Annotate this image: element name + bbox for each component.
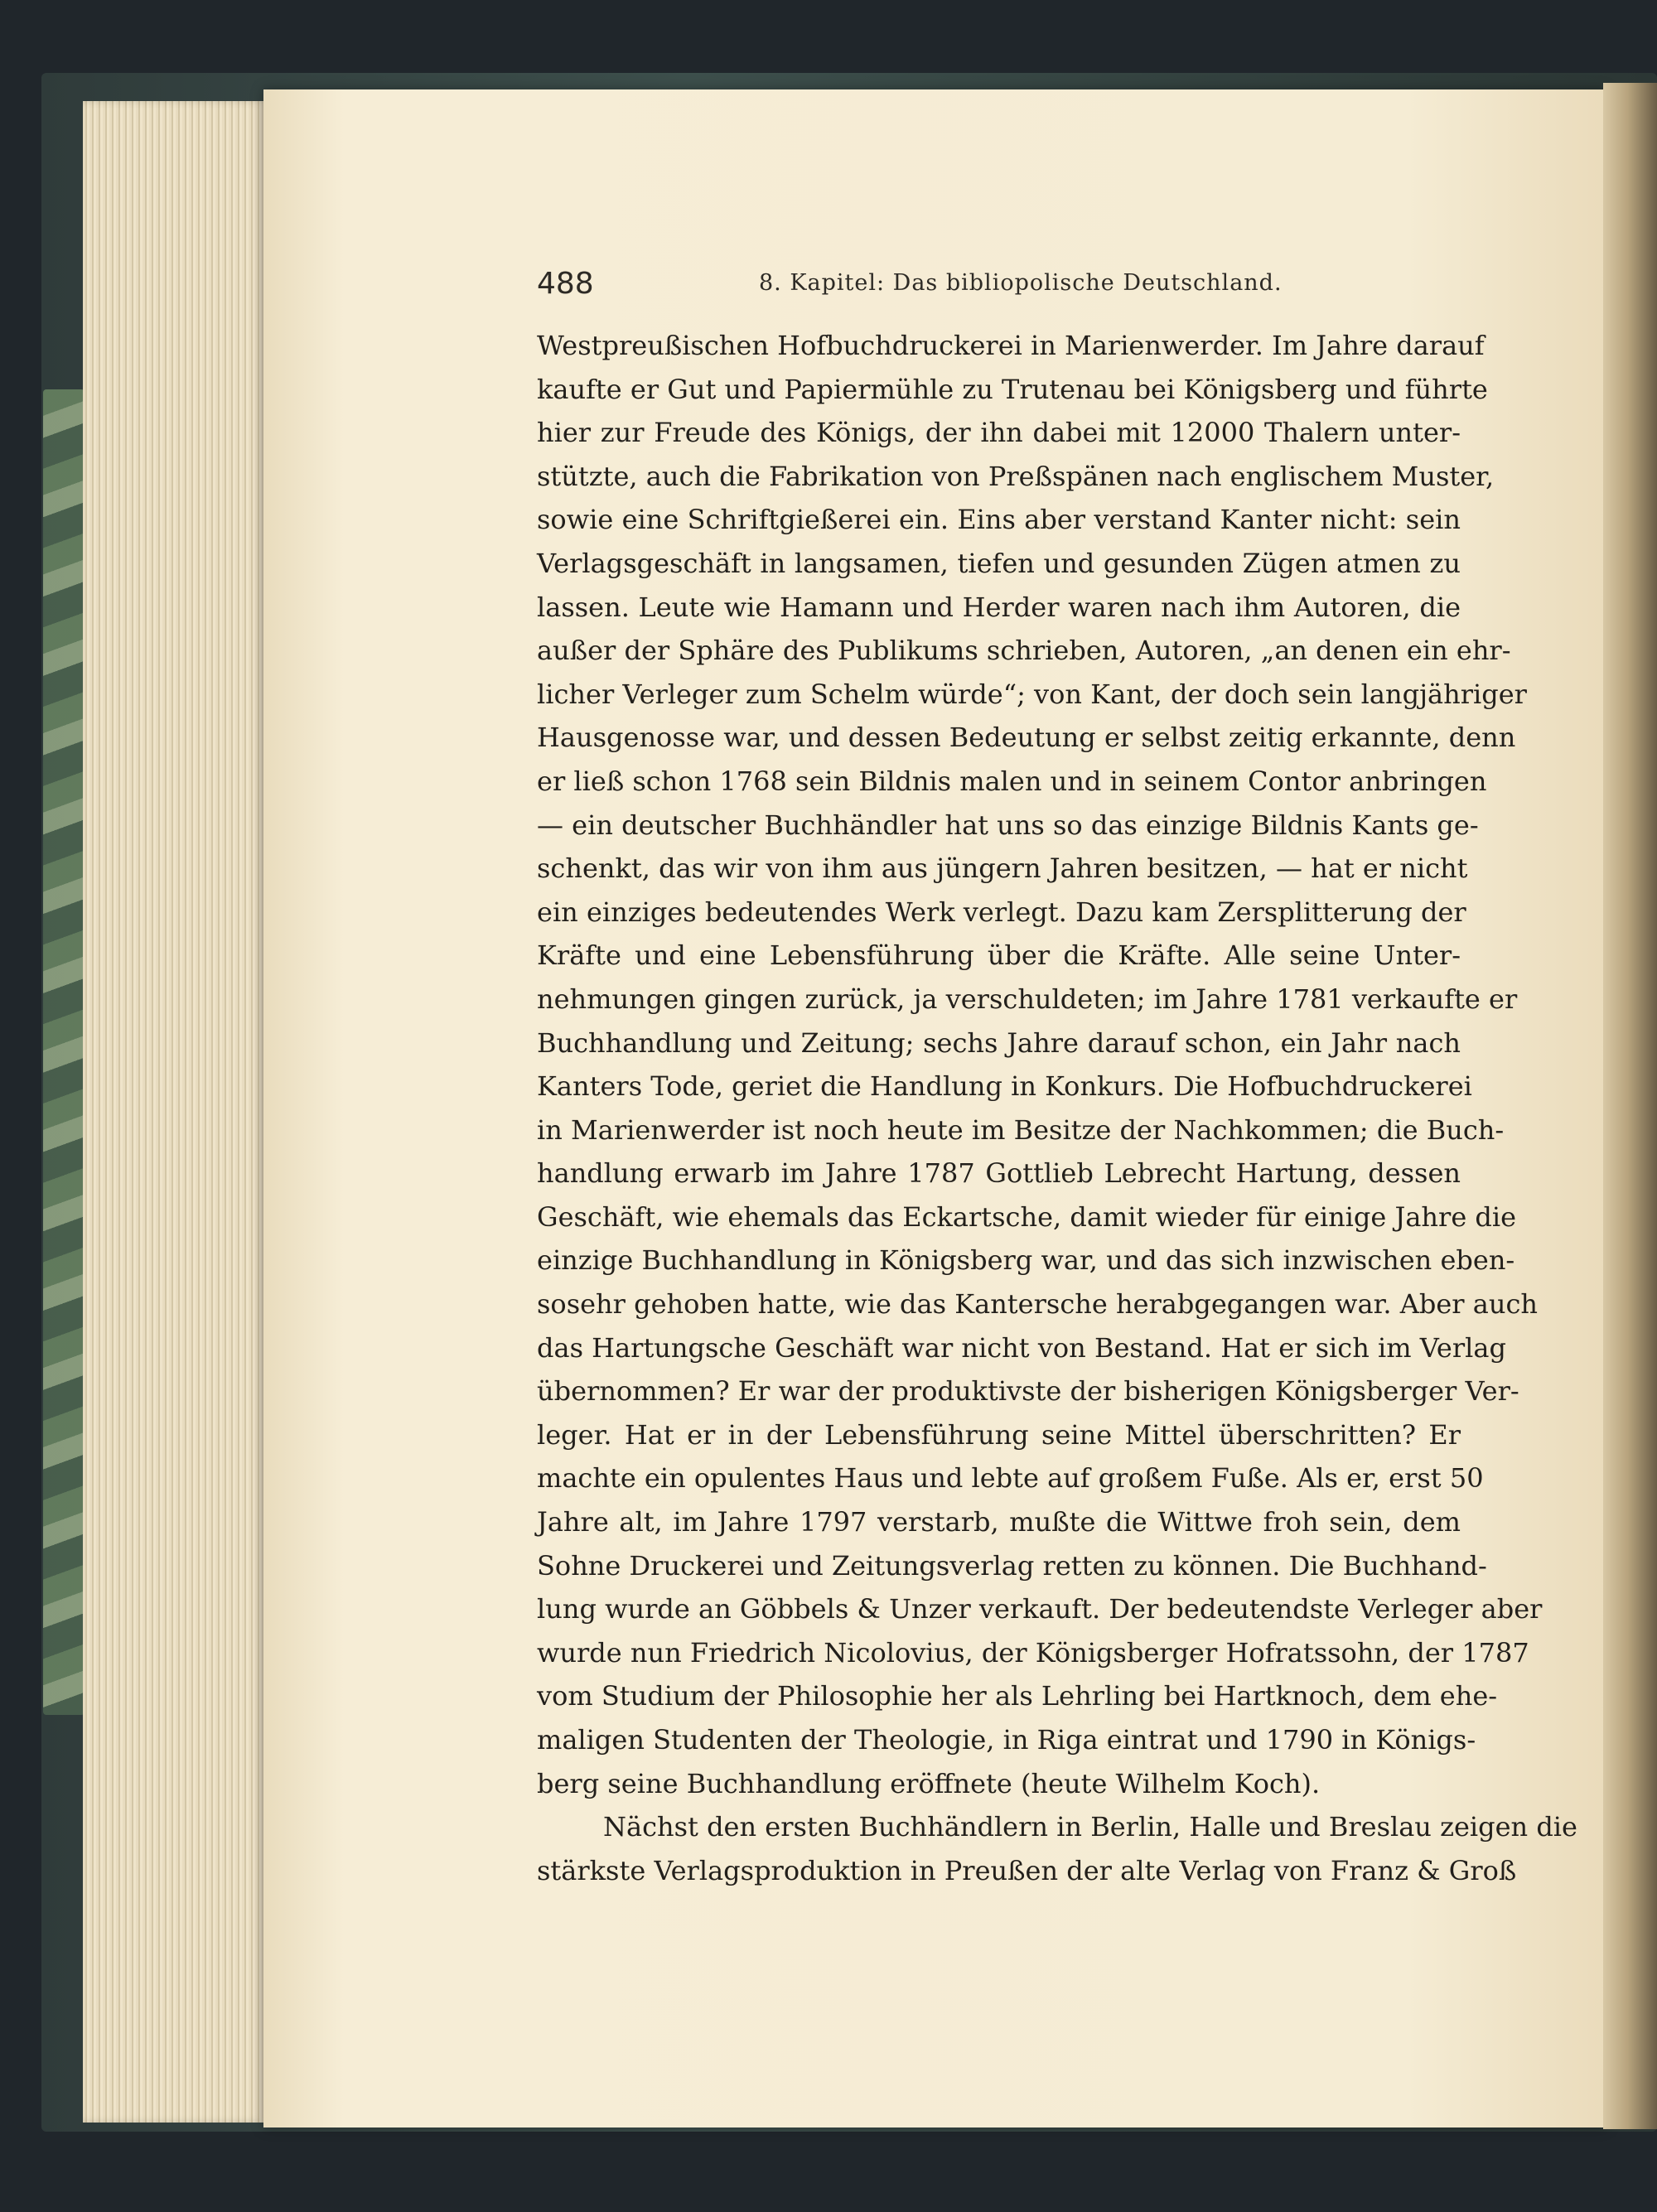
text-line: hier zur Freude des Königs, der ihn dabei mit 12000 Thalern unter-: [537, 417, 1461, 449]
text-line: handlung erwarb im Jahre 1787 Gottlieb Lebrecht Hartung, dessen: [537, 1157, 1461, 1190]
text-line: Westpreußischen Hofbuchdruckerei in Marienwerder. Im Jahre darauf: [537, 330, 1485, 361]
text-line: Verlagsgeschäft in langsamen, tiefen und gesunden Zügen atmen zu: [537, 547, 1461, 579]
text-line: lung wurde an Göbbels & Unzer verkauft. Der bedeutendste Verleger aber: [537, 1593, 1543, 1625]
text-line: Buchhandlung und Zeitung; sechs Jahre darauf schon, ein Jahr nach: [537, 1026, 1461, 1059]
body-text: [537, 324, 1577, 1892]
text-line: Sohne Druckerei und Zeitungsverlag retten zu können. Die Buchhand-: [537, 1549, 1487, 1582]
text-line-paragraph-end: berg seine Buchhandlung eröffnete (heute Wilhelm Koch).: [537, 1767, 1321, 1799]
text-line: Hausgenosse war, und dessen Bedeutung er selbst zeitig erkannte, denn: [537, 722, 1516, 754]
text-line: leger. Hat er in der Lebensführung seine Mittel überschritten? Er: [537, 1418, 1461, 1451]
text-line: schenkt, das wir von ihm aus jüngern Jahren besitzen, — hat er nicht: [537, 852, 1468, 885]
text-line: außer der Sphäre des Publikums schrieben, Autoren, „an denen ein ehr-: [537, 635, 1511, 667]
text-line: licher Verleger zum Schelm würde“; von Kant, der doch sein langjähriger: [537, 678, 1527, 710]
text-line-paragraph-start: Nächst den ersten Buchhändlern in Berlin, Halle und Breslau zeigen die: [603, 1811, 1577, 1843]
text-line: das Hartungsche Geschäft war nicht von Bestand. Hat er sich im Verlag: [537, 1331, 1506, 1364]
text-line: sosehr gehoben hatte, wie das Kantersche herabgegangen war. Aber auch: [537, 1288, 1538, 1321]
page-number: 488: [537, 267, 594, 301]
text-line: lassen. Leute wie Hamann und Herder waren nach ihm Autoren, die: [537, 591, 1461, 623]
text-line: Jahre alt, im Jahre 1797 verstarb, mußte die Wittwe froh sein, dem: [537, 1506, 1461, 1538]
text-line: — ein deutscher Buchhändler hat uns so das einzige Bildnis Kants ge-: [537, 809, 1479, 841]
text-line: Geschäft, wie ehemals das Eckartsche, damit wieder für einige Jahre die: [537, 1200, 1517, 1233]
text-line: einzige Buchhandlung in Königsberg war, und das sich inzwischen eben-: [537, 1244, 1515, 1277]
running-head: 8. Kapitel: Das bibliopolische Deutschland.: [759, 270, 1283, 296]
text-line: stützte, auch die Fabrikation von Preßspänen nach englischem Muster,: [537, 460, 1495, 492]
text-line: sowie eine Schriftgießerei ein. Eins aber verstand Kanter nicht: sein: [537, 504, 1461, 536]
text-line: kaufte er Gut und Papiermühle zu Trutenau bei Königsberg und führte: [537, 373, 1488, 405]
text-line: maligen Studenten der Theologie, in Riga eintrat und 1790 in Königs-: [537, 1724, 1476, 1756]
page-header: [537, 267, 1457, 305]
facing-page-gutter: [1603, 83, 1657, 2129]
text-line: Kanters Tode, geriet die Handlung in Konkurs. Die Hofbuchdruckerei: [537, 1070, 1472, 1103]
text-line: wurde nun Friedrich Nicolovius, der Königsberger Hofratssohn, der 1787: [537, 1636, 1529, 1669]
text-line: machte ein opulentes Haus und lebte auf großem Fuße. Als er, erst 50: [537, 1462, 1484, 1495]
text-line: nehmungen gingen zurück, ja verschuldeten; im Jahre 1781 verkaufte er: [537, 983, 1518, 1015]
text-line: vom Studium der Philosophie her als Lehrling bei Hartknoch, dem ehe-: [537, 1680, 1498, 1712]
text-line: er ließ schon 1768 sein Bildnis malen und in seinem Contor anbringen: [537, 765, 1487, 797]
text-line: Kräfte und eine Lebensführung über die Kräfte. Alle seine Unter-: [537, 939, 1461, 972]
page-edges: [83, 101, 267, 2123]
text-line: in Marienwerder ist noch heute im Besitze der Nachkommen; die Buch-: [537, 1113, 1505, 1146]
text-line: stärkste Verlagsproduktion in Preußen der alte Verlag von Franz & Groß: [537, 1854, 1517, 1886]
marbled-cover-edge: [43, 389, 85, 1715]
text-line: übernommen? Er war der produktivste der bisherigen Königsberger Ver-: [537, 1375, 1519, 1408]
text-line: ein einziges bedeutendes Werk verlegt. Dazu kam Zersplitterung der: [537, 896, 1466, 928]
